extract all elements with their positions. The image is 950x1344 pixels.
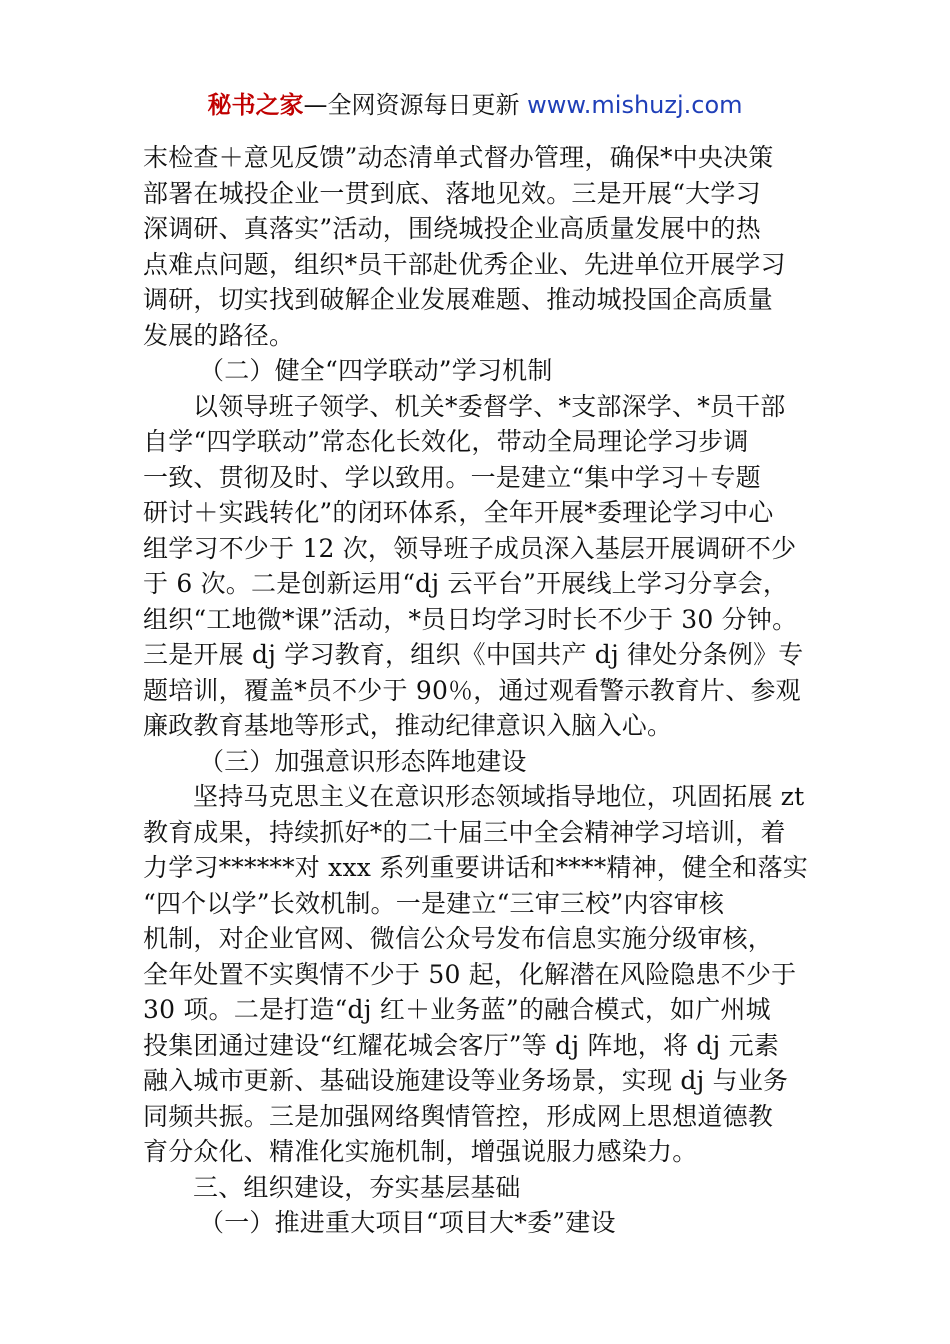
text-line: 以领导班子领学、机关*委督学、*支部深学、*员干部 xyxy=(193,391,786,421)
text-line: “四个以学”长效机制。一是建立“三审三校”内容审核 xyxy=(143,888,725,918)
text-line: 组织“工地微*课”活动，*员日均学习时长不少于 30 分钟。 xyxy=(143,604,798,634)
text-line: 组学习不少于 12 次，领导班子成员深入基层开展调研不少 xyxy=(143,533,797,563)
site-tagline: —全网资源每日更新 xyxy=(303,91,520,119)
text-line: 融入城市更新、基础设施建设等业务场景，实现 dj 与业务 xyxy=(143,1066,789,1095)
section-heading: （二）健全“四学联动”学习机制 xyxy=(199,356,553,385)
text-line: 自学“四学联动”常态化长效化，带动全局理论学习步调 xyxy=(143,427,749,456)
document-body xyxy=(143,140,813,1241)
text-line: 30 项。二是打造“dj 红＋业务蓝”的融合模式，如广州城 xyxy=(143,995,771,1024)
section-heading: （三）加强意识形态阵地建设 xyxy=(199,746,527,776)
text-line: 部署在城投企业一贯到底、落地见效。三是开展“大学习 xyxy=(143,178,761,208)
text-line: 于 6 次。二是创新运用“dj 云平台”开展线上学习分享会， xyxy=(143,569,789,598)
text-line: 全年处置不实舆情不少于 50 起，化解潜在风险隐患不少于 xyxy=(143,959,797,989)
text-line: 末检查＋意见反馈”动态清单式督办管理，确保*中央决策 xyxy=(143,143,774,172)
text-line: 力学习******对 xxx 系列重要讲话和****精神，健全和落实 xyxy=(143,853,808,882)
text-line: 点难点问题，组织*员干部赴优秀企业、先进单位开展学习 xyxy=(143,249,786,279)
text-line: 发展的路径。 xyxy=(143,320,295,350)
text-line: 一致、贯彻及时、学以致用。一是建立“集中学习＋专题 xyxy=(143,462,761,492)
text-line: 题培训，覆盖*员不少于 90％，通过观看警示教育片、参观 xyxy=(143,675,801,705)
text-line: 三是开展 dj 学习教育，组织《中国共产 dj 律处分条例》专 xyxy=(143,640,804,669)
text-line: 廉政教育基地等形式，推动纪律意识入脑入心。 xyxy=(143,711,673,740)
site-url[interactable]: www.mishuzj.com xyxy=(527,91,743,119)
text-line: 研讨＋实践转化”的闭环体系，全年开展*委理论学习中心 xyxy=(143,498,774,527)
text-line: 三、组织建设，夯实基层基础 xyxy=(193,1172,521,1202)
text-line: 同频共振。三是加强网络舆情管控，形成网上思想道德教 xyxy=(143,1101,774,1131)
page-header xyxy=(0,88,950,122)
text-line: 机制，对企业官网、微信公众号发布信息实施分级审核， xyxy=(143,924,774,953)
section-heading: （一）推进重大项目“项目大*委”建设 xyxy=(199,1208,616,1237)
text-line: 育分众化、精准化实施机制，增强说服力感染力。 xyxy=(143,1137,698,1166)
text-line: 坚持马克思主义在意识形态领域指导地位，巩固拓展 zt xyxy=(193,782,805,811)
text-line: 调研，切实找到破解企业发展难题、推动城投国企高质量 xyxy=(143,285,774,314)
text-line: 深调研、真落实”活动，围绕城投企业高质量发展中的热 xyxy=(143,214,761,243)
text-line: 投集团通过建设“红耀花城会客厅”等 dj 阵地，将 dj 元素 xyxy=(143,1030,780,1060)
text-line: 教育成果，持续抓好*的二十届三中全会精神学习培训，着 xyxy=(143,817,786,847)
site-brand: 秘书之家 xyxy=(207,91,304,119)
